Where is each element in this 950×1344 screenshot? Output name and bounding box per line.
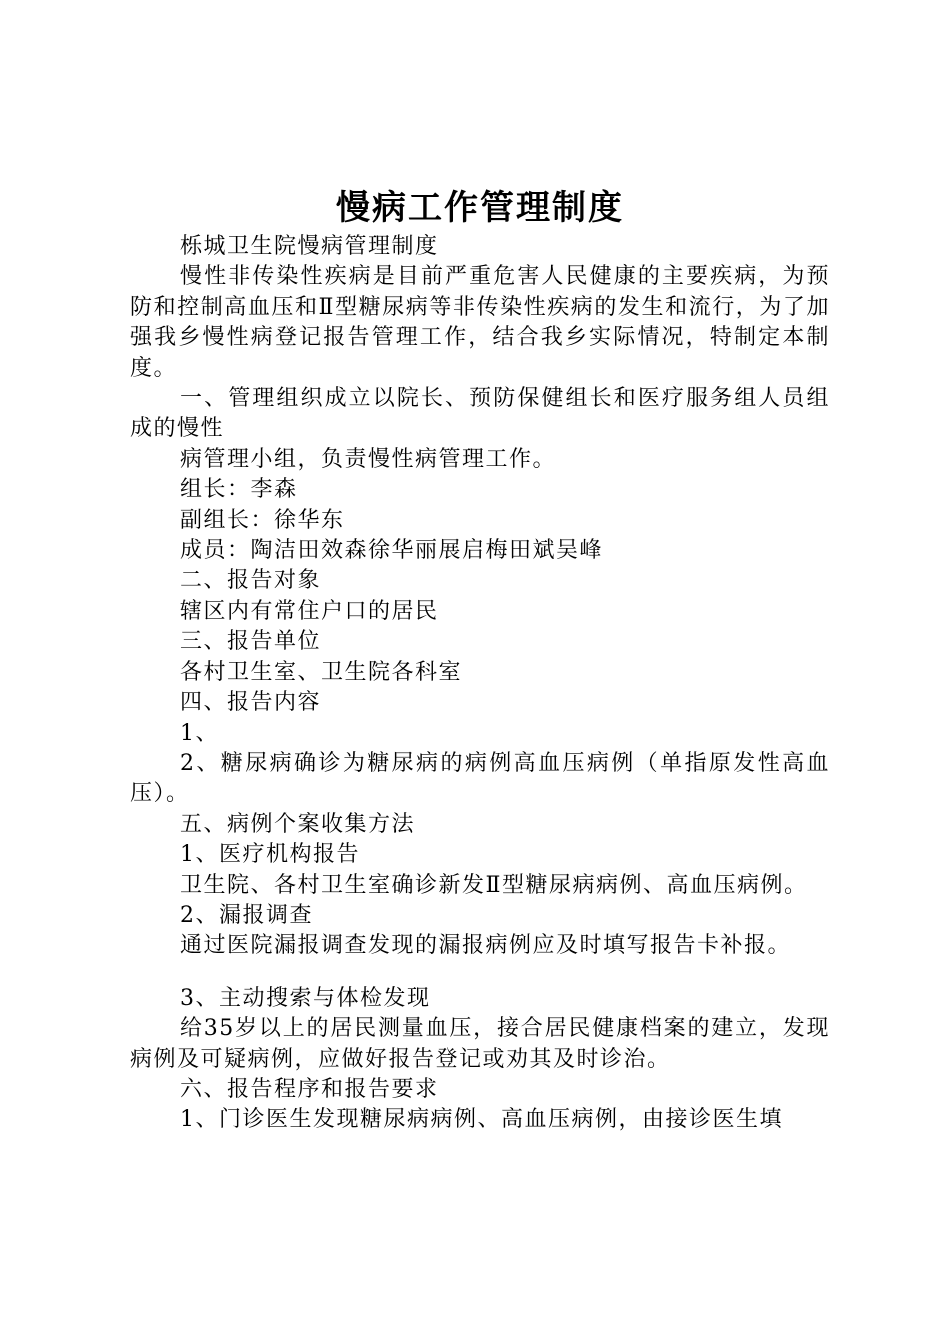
paragraph-section-4-item-2: 2、糖尿病确诊为糖尿病的病例高血压病例（单指原发性高血压）。	[130, 750, 830, 807]
paragraph-deputy-leader: 副组长：徐华东	[180, 507, 345, 533]
paragraph-section-2-body: 辖区内有常住户口的居民	[180, 598, 439, 624]
paragraph-section-5-item-2-body: 通过医院漏报调查发现的漏报病例应及时填写报告卡补报。	[180, 933, 792, 959]
paragraph-members: 成员：陶洁田效森徐华丽展启梅田斌吴峰	[180, 538, 604, 564]
paragraph-hospital-name: 栎城卫生院慢病管理制度	[180, 234, 439, 259]
paragraph-section-5-item-2: 2、漏报调查	[180, 902, 313, 928]
paragraph-section-3-body: 各村卫生室、卫生院各科室	[180, 659, 463, 685]
document-body	[130, 232, 830, 1136]
paragraph-section-5-item-1-body: 卫生院、各村卫生室确诊新发Ⅱ型糖尿病病例、高血压病例。	[180, 872, 808, 898]
document-title: 慢病工作管理制度	[336, 188, 624, 228]
paragraph-intro: 慢性非传染性疾病是目前严重危害人民健康的主要疾病，为预防和控制高血压和Ⅱ型糖尿病等非传染性疾病的发生和流行，为了加强我乡慢性病登记报告管理工作，结合我乡实际情况，特制定本制度。	[130, 264, 830, 381]
paragraph-section-1-heading: 一、管理组织成立以院长、预防保健组长和医疗服务组人员组成的慢性	[130, 386, 830, 442]
paragraph-section-2-heading: 二、报告对象	[180, 568, 322, 594]
paragraph-section-4-heading: 四、报告内容	[180, 690, 322, 716]
paragraph-section-4-item-1: 1、	[180, 720, 219, 746]
paragraph-section-5-heading: 五、病例个案收集方法	[180, 811, 416, 837]
blank-line	[130, 962, 830, 984]
paragraph-section-5-item-1: 1、医疗机构报告	[180, 842, 360, 868]
paragraph-section-6-item-1: 1、门诊医生发现糖尿病病例、高血压病例，由接诊医生填	[180, 1107, 783, 1133]
paragraph-leader: 组长：李森	[180, 477, 298, 503]
paragraph-section-3-heading: 三、报告单位	[180, 629, 322, 655]
paragraph-section-5-item-3-body: 给35岁以上的居民测量血压，接合居民健康档案的建立，发现病例及可疑病例，应做好报告登记或劝其及时诊治。	[130, 1016, 830, 1072]
paragraph-section-5-item-3: 3、主动搜索与体检发现	[180, 985, 431, 1011]
paragraph-section-1-body: 病管理小组，负责慢性病管理工作。	[180, 446, 557, 472]
paragraph-section-6-heading: 六、报告程序和报告要求	[180, 1076, 439, 1102]
